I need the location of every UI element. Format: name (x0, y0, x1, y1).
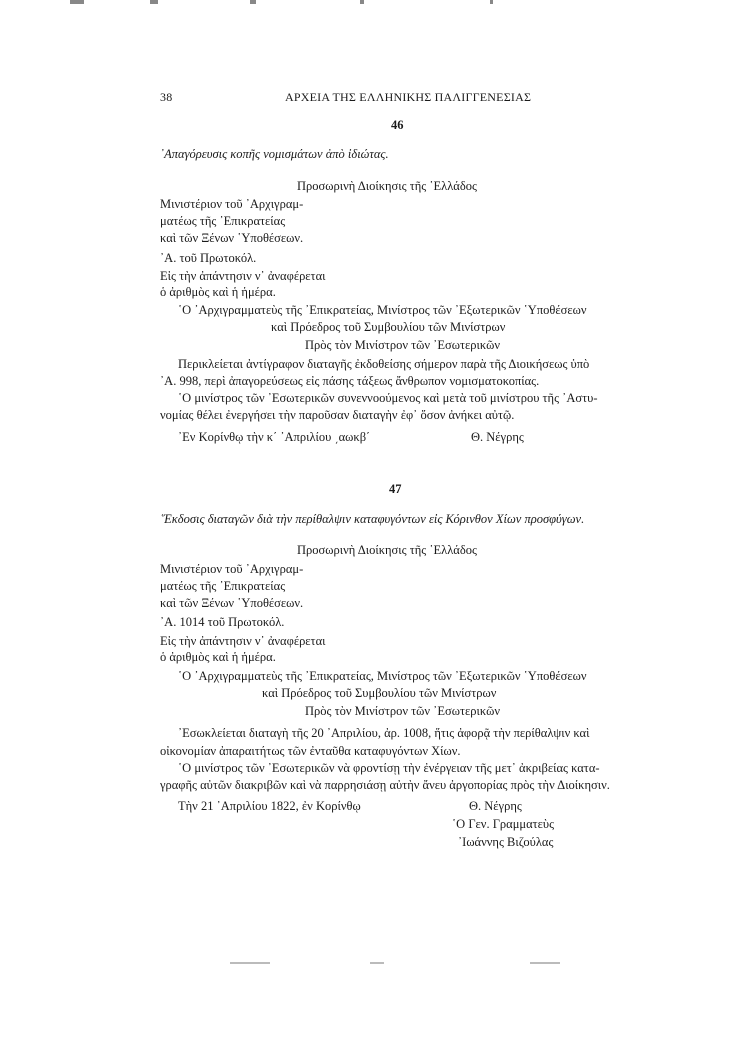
sender-line: καὶ Πρόεδρος τοῦ Συμβουλίου τῶν Μινίστρων (271, 320, 506, 334)
top-scan-marks (60, 0, 520, 6)
issuer: Προσωρινὴ Διοίκησις τῆς ῾Ελλάδος (297, 179, 477, 193)
ministry-line: Μινιστέριον τοῦ ᾿Αρχιγραμ- (160, 562, 304, 576)
sender-line: καὶ Πρόεδρος τοῦ Συμβουλίου τῶν Μινίστρων (262, 686, 497, 700)
date-place: Τὴν 21 ᾿Απριλίου 1822, ἐν Κορίνθῳ (178, 799, 361, 813)
body-line: ᾿Εσωκλείεται διαταγὴ τῆς 20 ᾿Απριλίου, ἀρ. 1008, ἥτις ἀφορᾷ τὴν περίθαλψιν καὶ (178, 726, 590, 740)
body-line: ᾿Α. 998, περὶ ἀπαγορεύσεως εἰς πάσης τάξεως ἄνθρωπον νομισματοκοπίας. (160, 374, 540, 388)
ministry-line: καὶ τῶν Ξένων ῾Υποθέσεων. (160, 231, 304, 245)
body-line: νομίας θέλει ἐνεργήσει τὴν παροῦσαν διαταγὴν ἐφ᾿ ὅσον ἀνήκει αὐτῷ. (160, 408, 515, 422)
body-line: ῾Ο μινίστρος τῶν ᾿Εσωτερικῶν συνεννοούμενος καὶ μετὰ τοῦ μινίστρου τῆς ᾿Αστυ- (178, 391, 598, 405)
body-line: οἰκονομίαν ἀπαραιτήτως τῶν ἐνταῦθα καταφυγόντων Χίων. (160, 744, 461, 758)
bottom-scan-marks (230, 962, 630, 967)
issuer: Προσωρινὴ Διοίκησις τῆς ῾Ελλάδος (297, 543, 477, 557)
ministry-line: Μινιστέριον τοῦ ᾿Αρχιγραμ- (160, 197, 304, 211)
signature-name: ᾿Ιωάννης Βιζούλας (458, 835, 554, 849)
sender-line: ῾Ο ᾿Αρχιγραμματεὺς τῆς ᾿Επικρατείας, Μινίστρος τῶν ᾿Εξωτερικῶν ῾Υποθέσεων (178, 669, 587, 683)
protocol-ref: ᾿Α. τοῦ Πρωτοκόλ. (160, 251, 257, 265)
page-number: 38 (160, 90, 173, 104)
recipient: Πρὸς τὸν Μινίστρον τῶν ᾿Εσωτερικῶν (305, 338, 501, 352)
recipient: Πρὸς τὸν Μινίστρον τῶν ᾿Εσωτερικῶν (305, 704, 501, 718)
running-head: ΑΡΧΕΙΑ ΤΗΣ ΕΛΛΗΝΙΚΗΣ ΠΑΛΙΓΓΕΝΕΣΙΑΣ (285, 90, 532, 104)
ministry-line: ματέως τῆς ᾿Επικρατείας (160, 214, 286, 228)
body-line: Περικλείεται ἀντίγραφον διαταγῆς ἐκδοθείσης σήμερον παρὰ τῆς Διοικήσεως ὑπὸ (178, 357, 590, 371)
signature-title: ῾Ο Γεν. Γραμματεὺς (452, 817, 555, 831)
ministry-line: καὶ τῶν Ξένων ῾Υποθέσεων. (160, 596, 304, 610)
body-line: ῾Ο μινίστρος τῶν ᾿Εσωτερικῶν νὰ φροντίσῃ τὴν ἐνέργειαν τῆς μετ᾿ ἀκριβείας κατα- (178, 761, 600, 775)
signature: Θ. Νέγρης (469, 799, 522, 813)
reply-note: Εἰς τὴν ἀπάντησιν ν᾿ ἀναφέρεται (160, 634, 326, 648)
protocol-ref: ᾿Α. 1014 τοῦ Πρωτοκόλ. (160, 615, 285, 629)
ministry-line: ματέως τῆς ᾿Επικρατείας (160, 579, 286, 593)
document-title: ᾿Απαγόρευσις κοπῆς νομισμάτων ἀπὸ ἰδιώτας. (160, 147, 389, 161)
document-number: 46 (391, 118, 404, 132)
reply-note: Εἰς τὴν ἀπάντησιν ν᾿ ἀναφέρεται (160, 269, 326, 283)
date-place: ᾿Εν Κορίνθῳ τὴν κ΄ ᾿Απριλίου ͵αωκβ΄ (178, 430, 371, 444)
signature: Θ. Νέγρης (471, 430, 524, 444)
reply-note: ὁ ἀριθμὸς καὶ ἡ ἡμέρα. (160, 650, 276, 664)
sender-line: ῾Ο ᾿Αρχιγραμματεὺς τῆς ᾿Επικρατείας, Μινίστρος τῶν ᾿Εξωτερικῶν ῾Υποθέσεων (178, 303, 587, 317)
body-line: γραφῆς αὐτῶν διακριβῶν καὶ νὰ παρρησιάσῃ αὐτὴν ἄνευ ἀργοπορίας πρὸς τὴν Διοίκησιν. (160, 778, 610, 792)
reply-note: ὁ ἀριθμὸς καὶ ἡ ἡμέρα. (160, 285, 276, 299)
document-title: ῞Εκδοσις διαταγῶν διὰ τὴν περίθαλψιν καταφυγόντων εἰς Κόρινθον Χίων προσφύγων. (160, 512, 585, 526)
document-number: 47 (389, 482, 402, 496)
